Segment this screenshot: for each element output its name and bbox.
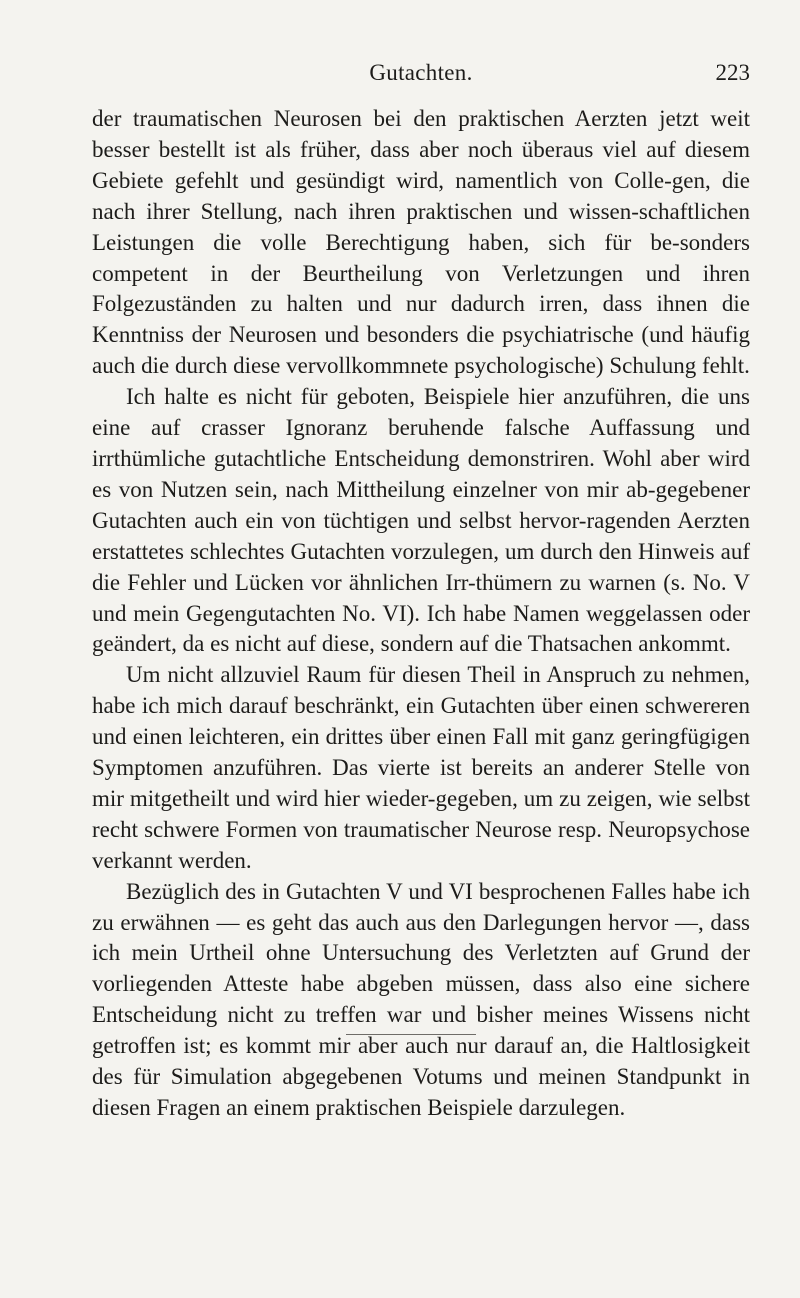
section-end-rule: [346, 1034, 476, 1035]
running-title: Gutachten.: [369, 60, 473, 85]
paragraph-selection: Um nicht allzuviel Raum für diesen Theil in Anspruch zu nehmen, habe ich mich darauf beschränkt, ein Gutachten über einen schwereren und einen leichteren, ein drittes über einen Fall mit ganz geringfügigen Symptomen anzuführen. Das vierte ist bereits an anderer Stelle von mir mitgetheilt und wird hier wieder-gegeben, um zu zeigen, wie selbst recht schwere Formen von traumatischer Neurose resp. Neuropsychose verkannt werden.: [92, 662, 750, 873]
paragraph-case-remarks: Bezüglich des in Gutachten V und VI besprochenen Falles habe ich zu erwähnen — es geht das auch aus den Darlegungen hervor —, dass ich mein Urtheil ohne Untersuchung des Verletzten auf Grund der vorliegenden Atteste habe abgeben müssen, dass also eine sichere Entscheidung nicht zu treffen war und bisher meines Wissens nicht getroffen ist; es kommt mir aber auch nur darauf an, die Haltlosigkeit des für Simulation abgegebenen Votums und meinen Standpunkt in diesen Fragen an einem praktischen Beispiele darzulegen.: [92, 878, 750, 1120]
paragraph-examples: Ich halte es nicht für geboten, Beispiele hier anzuführen, die uns eine auf crasser Ignoranz beruhende falsche Auffassung und irrthümliche gutachtliche Entscheidung demonstriren. Wohl aber wird es von Nutzen sein, nach Mittheilung einzelner von mir ab-gegebener Gutachten auch ein von tüchtigen und selbst hervor-ragenden Aerzten erstattetes schlechtes Gutachten vorzulegen, um durch den Hinweis auf die Fehler und Lücken vor ähnlichen Irr-thümern zu warnen (s. No. V und mein Gegengutachten No. VI). Ich habe Namen weggelassen oder geändert, da es nicht auf diese, sondern auf die Thatsachen ankommt.: [92, 384, 750, 657]
paragraph-continuation: der traumatischen Neurosen bei den praktischen Aerzten jetzt weit besser bestellt ist als früher, dass aber noch überaus viel auf diesem Gebiete gefehlt und gesündigt wird, namentlich von Colle-gen, die nach ihrer Stellung, nach ihren praktischen und wissen-schaftlichen Leistungen die volle Berechtigung haben, sich für be-sonders competent in der Beurtheilung von Verletzungen und ihren Folgezuständen zu halten und nur dadurch irren, dass ihnen die Kenntniss der Neurosen und besonders die psychiatrische (und häufig auch die durch diese vervollkommnete psychologische) Schulung fehlt.: [92, 106, 750, 379]
body-text: [92, 104, 750, 1124]
page-number: 223: [715, 60, 750, 85]
running-head: [92, 58, 750, 88]
